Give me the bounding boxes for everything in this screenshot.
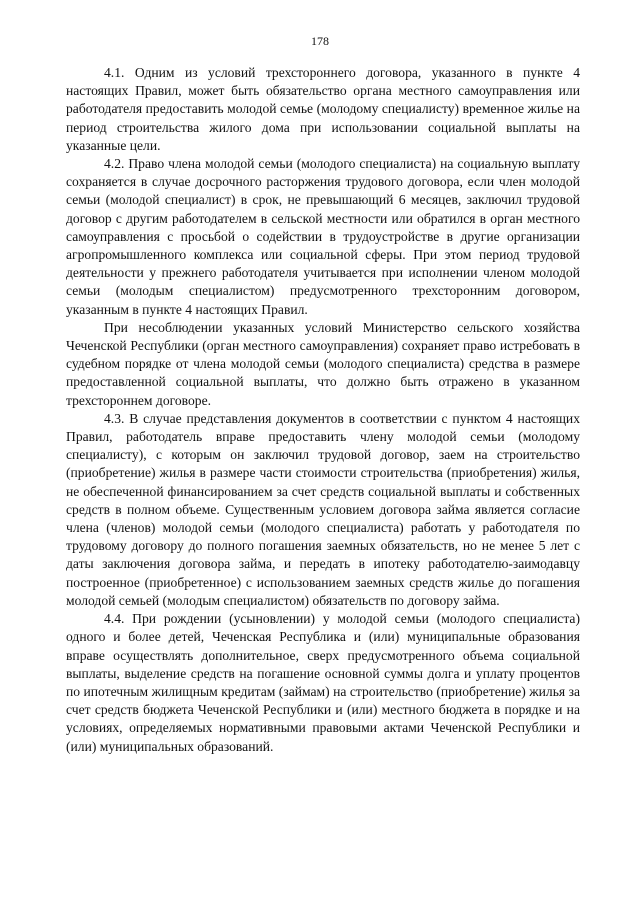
paragraph-4-1: 4.1. Одним из условий трехстороннего договора, указанного в пункте 4 настоящих Правил, может быть обязательство органа местного самоуправления или работодателя предоставить молодой семье (молодому специалисту) временное жилье на период строительства жилого дома при использовании социальной выплаты на указанные цели. [66,65,580,153]
paragraph-4-4: 4.4. При рождении (усыновлении) у молодой семьи (молодого специалиста) одного и более детей, Чеченская Республика и (или) муниципальные образования вправе осуществлять дополнительное, сверх предусмотренного объема социальной выплаты, выделение средств на погашение основной суммы долга и уплату процентов по ипотечным жилищным кредитам (займам) на строительство (приобретение) жилья за счет средств бюджета Чеченской Республики и (или) местного бюджета в порядке и на условиях, определяемых нормативными правовыми актами Чеченской Республики и (или) муниципальных образований. [66,611,580,754]
paragraph-4-2: 4.2. Право члена молодой семьи (молодого специалиста) на социальную выплату сохраняется в случае досрочного расторжения трудового договора, если член молодой семьи (молодой специалист) в срок, не превышающий 6 месяцев, заключил трудовой договор с другим работодателем в сельской местности или обратился в орган местного самоуправления с просьбой о содействии в трудоустройстве в другие организации агропромышленного комплекса или социальной сферы. При этом период трудовой деятельности у прежнего работодателя учитывается при исполнении членом молодой семьи (молодым специалистом) предусмотренного трехсторонним договором, указанным в пункте 4 настоящих Правил. [66,156,580,317]
paragraph-4-3: 4.3. В случае представления документов в соответствии с пунктом 4 настоящих Правил, работодатель вправе предоставить члену молодой семьи (молодому специалисту), с которым он заключил трудовой договор, заем на строительство (приобретение) жилья в размере части стоимости строительства (приобретения) жилья, не обеспеченной финансированием за счет средств социальной выплаты и собственных средств в полном объеме. Существенным условием договора займа является согласие члена (членов) молодой семьи (молодого специалиста) работать у работодателя по трудовому договору до полного погашения заемных обязательств, но не менее 5 лет с даты заключения договора займа, и передать в ипотеку работодателю-заимодавцу построенное (приобретенное) с использованием заемных средств жилье до погашения молодой семьей (молодым специалистом) обязательств по договору займа. [66,410,580,608]
paragraph-4-2-continuation: При несоблюдении указанных условий Министерство сельского хозяйства Чеченской Республики (орган местного самоуправления) сохраняет право истребовать в судебном порядке от члена молодой семьи (молодого специалиста) средства в размере предоставленной социальной выплаты, что должно быть отражено в указанном трехстороннем договоре. [66,319,580,408]
page-number: 178 [311,34,329,48]
document-body [66,64,580,756]
